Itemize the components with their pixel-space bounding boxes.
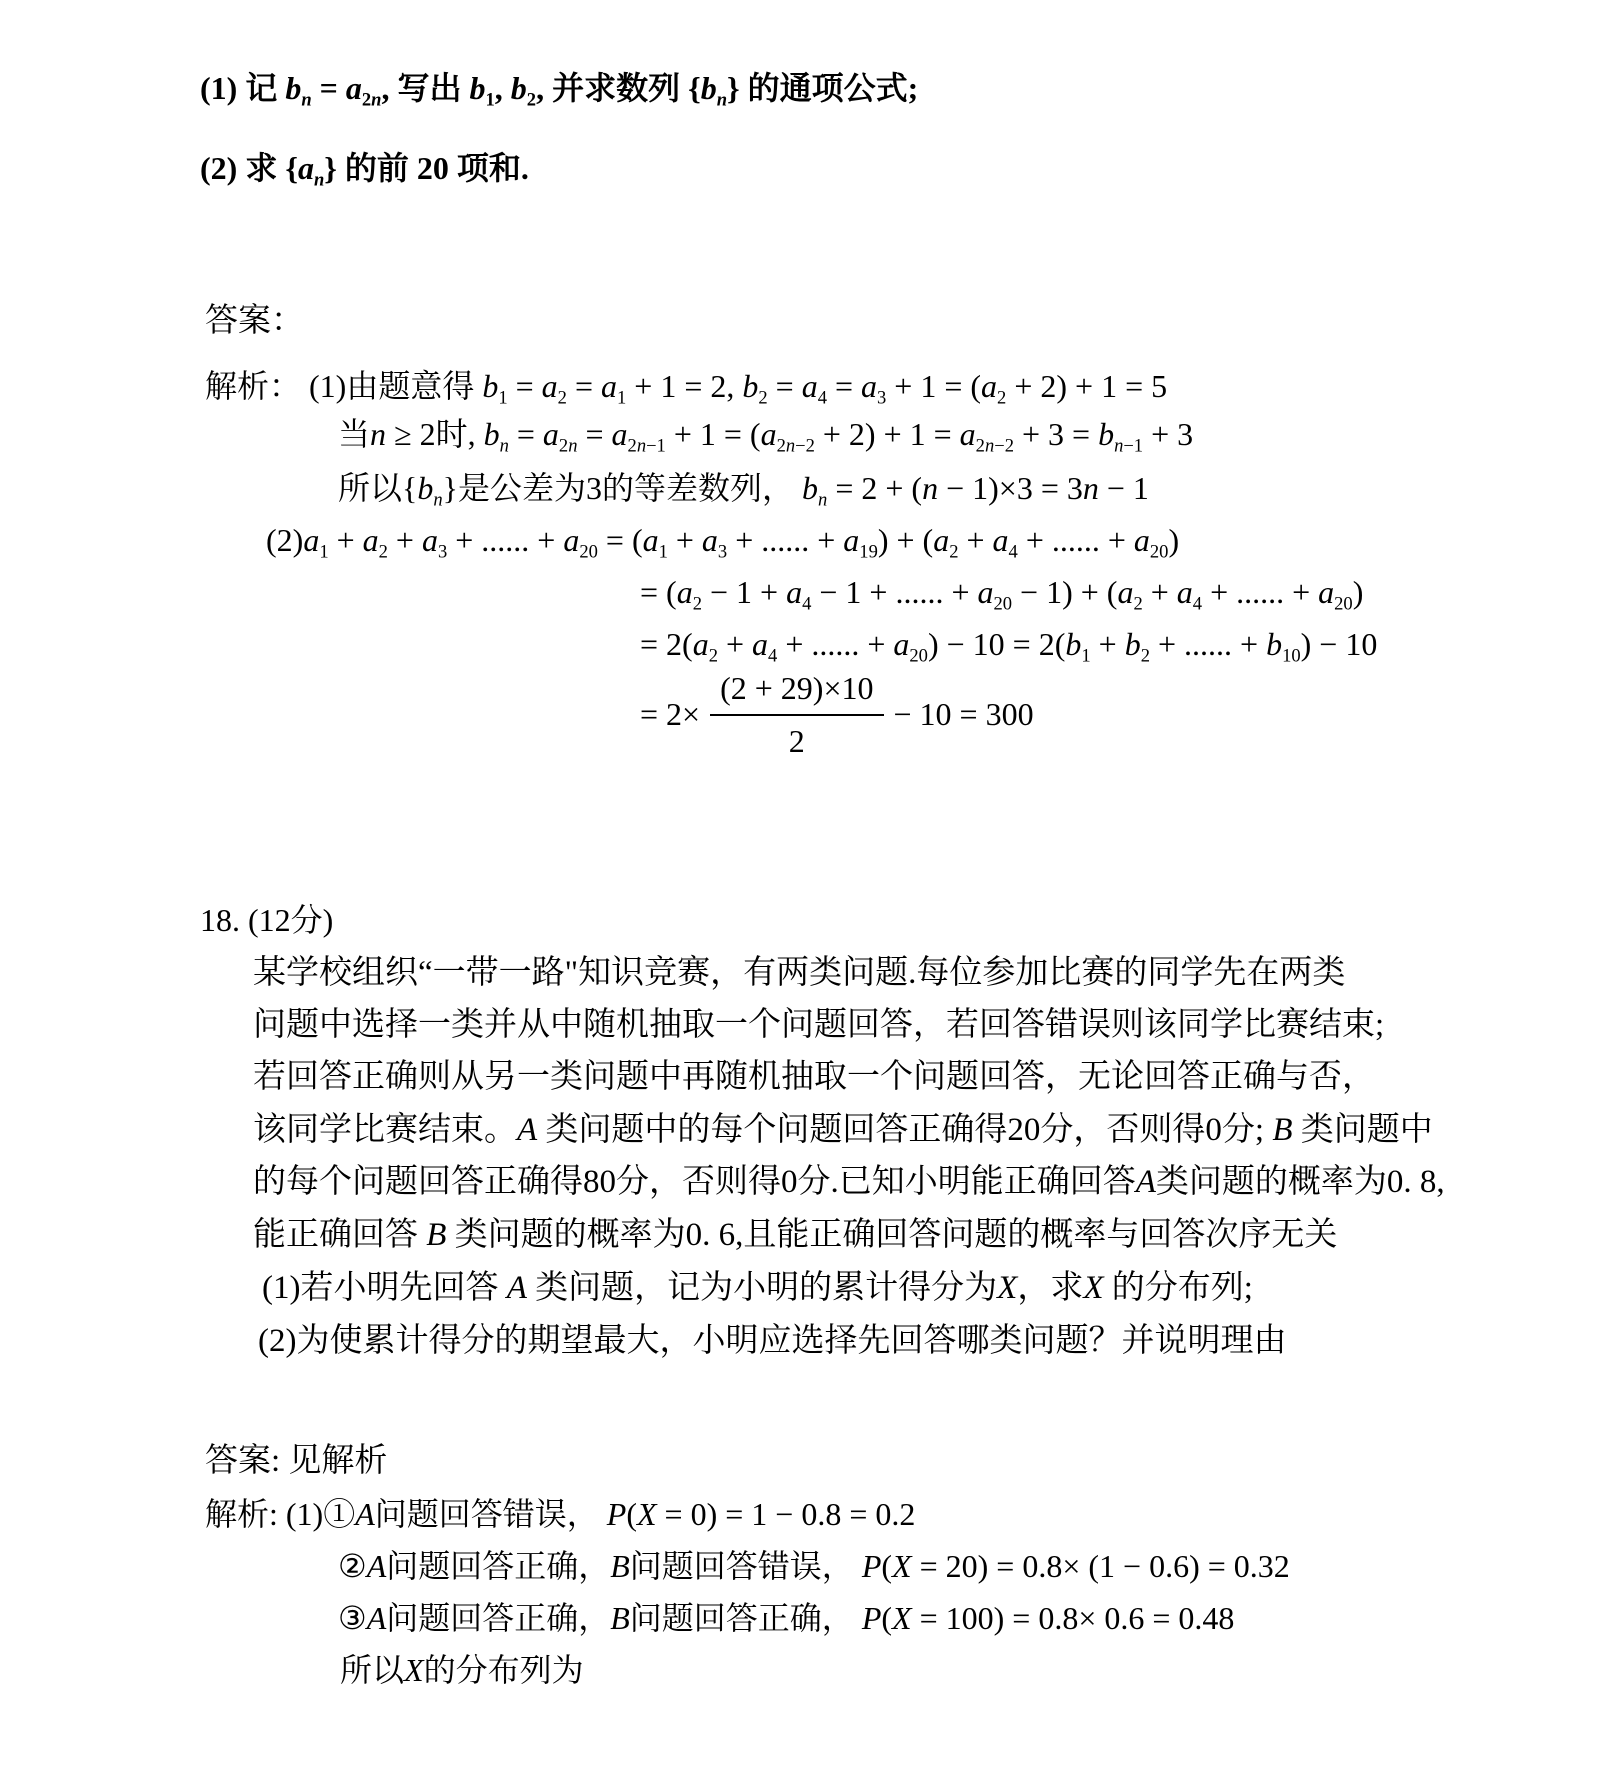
q18-answer-label: 答案: 见解析	[205, 1443, 388, 1479]
q17-solution-line-5: = ($a_2 - 1 + a_4 - 1$ + ...... + $a_{20} - 1) + (a_2 + a_4$ + ...... + $a_{20}$)	[640, 574, 1364, 615]
q18-solution-line-3: ③A问题回答正确，B问题回答正确， P(X = 100) = 0.8× 0.6 = 0.48	[338, 1600, 1235, 1636]
q18-body-line-6: 能正确回答 B 类问题的概率为0. 6,且能正确回答问题的概率与回答次序无关	[253, 1217, 1338, 1253]
q17-solution-line-7: = 2× $\frac{(2 + 29)\times 10}{2}$ − 10 = 300	[640, 668, 1034, 762]
q18-part1-line: (1)若小明先回答 A 类问题，记为小明的累计得分为X，求X 的分布列;	[262, 1270, 1253, 1306]
q18-body-line-4: 该同学比赛结束。A 类问题中的每个问题回答正确得20分，否则得0分; B 类问题中	[253, 1112, 1433, 1148]
q18-solution-line-2: ②A问题回答正确，B问题回答错误， P(X = 20) = 0.8× (1 − 0.6) = 0.32	[338, 1548, 1290, 1584]
q18-body-line-3: 若回答正确则从另一类问题中再随机抽取一个问题回答，无论回答正确与否，	[253, 1059, 1375, 1095]
q17-solution-line-1: 解析： (1)由题意得 $b_1 = a_2 = a_1 + 1 = 2$, $b_2 = a_4 = a_3 + 1 = (a_2 + 2) + 1 = 5$	[205, 368, 1168, 409]
q18-body-line-2: 问题中选择一类并从中随机抽取一个问题回答，若回答错误则该同学比赛结束;	[253, 1007, 1385, 1043]
q17-solution-line-6: = $2(a_2 + a_4$ + ...... + $a_{20}) - 10 = 2(b_1 + b_2$ + ...... + $b_{10}) - 10$	[640, 626, 1378, 667]
q17-answer-label: 答案：	[205, 303, 304, 339]
q18-number: 18. (12分)	[200, 902, 334, 938]
q17-solution-line-3: 所以$\{b_n\}$是公差为3的等差数列， $b_n = 2 + (n - 1)\times 3 = 3n - 1$	[338, 470, 1149, 511]
q17-solution-line-2: 当n ≥ 2时, $b_n = a_{2n} = a_{2n-1} + 1 = (a_{2n-2} + 2) + 1 = a_{2n-2} + 3 = b_{n-1} + 3$	[338, 416, 1194, 457]
q18-solution-line-4: 所以X的分布列为	[340, 1652, 584, 1688]
q18-body-line-1: 某学校组织“一带一路"知识竞赛，有两类问题.每位参加比赛的同学先在两类	[253, 955, 1346, 991]
q17-solution-line-4: $(2)a_1 + a_2 + a_3$ + ...... + $a_{20} = (a_1 + a_3$ + ...... + $a_{19}) + (a_2 + a_4$ + ...... + $a_{20}$)	[266, 522, 1180, 563]
q18-solution-line-1: 解析: (1)①A问题回答错误， P(X = 0) = 1 − 0.8 = 0.2	[205, 1496, 916, 1532]
q17-part2-line: (2) 求 $\{a_n\}$ 的前 20 项和.	[200, 150, 529, 191]
fraction: $\frac{(2 + 29)\times 10}{2}$	[710, 668, 883, 762]
q18-part2-line: (2)为使累计得分的期望最大，小明应选择先回答哪类问题？并说明理由	[258, 1323, 1287, 1359]
q18-body-line-5: 的每个问题回答正确得80分，否则得0分.已知小明能正确回答A类问题的概率为0. 8,	[253, 1164, 1445, 1200]
q17-part1-line: (1) 记 $b_n = a_{2n}$, 写出 $b_1$, $b_2$, 并求数列 $\{b_n\}$ 的通项公式;	[200, 70, 919, 111]
